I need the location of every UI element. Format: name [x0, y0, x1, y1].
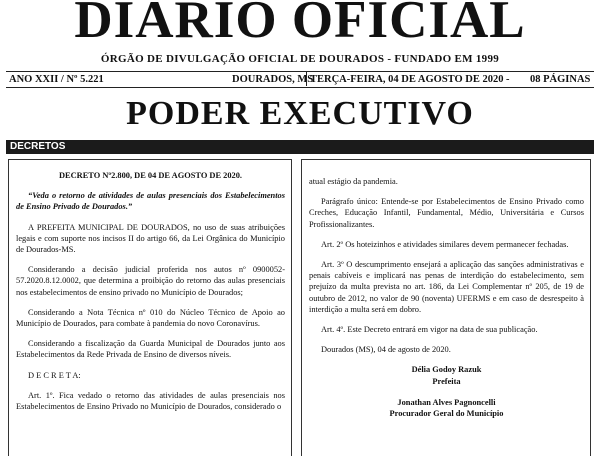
- signatory-role: Procurador Geral do Município: [389, 409, 504, 419]
- paragraph: A PREFEITA MUNICIPAL DE DOURADOS, no uso de suas atribuições legais e com suporte nos incisos II do artigo 66, da Lei Orgânica do Município de Dourados-MS.: [16, 222, 285, 255]
- article-3: Art. 3º O descumprimento ensejará a aplicação das sanções administrativas e penais cabíveis e implicará nas penas de interdição do estabelecimento, sem prejuízo da multa prevista no art. 186, da Lei Complementar nº 205, de 19 de outubro de 2012, no valor de 90 (noventa) UFERMS e em caso de desrespeito à interdição a multa será em dobro.: [309, 260, 584, 314]
- signature-block-attorney: [309, 397, 584, 419]
- city-label: DOURADOS, MS: [232, 74, 314, 85]
- decree-summary: “Veda o retorno de atividades de aulas presenciais dos Estabelecimentos de Ensino Privado de Dourados.”: [16, 191, 285, 212]
- right-column: [301, 159, 591, 456]
- paragraph: Considerando a decisão judicial proferida nos autos nº 0900052-57.2020.8.12.0002, que determina a proibição do retorno das aulas presenciais nos estabelecimentos de ensino privado no Município de Dourados;: [16, 265, 285, 297]
- paragraph: Considerando a fiscalização da Guarda Municipal de Dourados junto aos Estabelecimentos da Rede Privada de Ensino de diversos níveis.: [16, 339, 285, 360]
- signatory-role: Prefeita: [432, 376, 461, 386]
- article-1: Art. 1º. Fica vedado o retorno das atividades de aulas presenciais nos Estabelecimentos de Ensino Privado no Município de Dourados, considerado o: [16, 390, 285, 412]
- issue-date: TERÇA-FEIRA, 04 DE AGOSTO DE 2020: [310, 74, 504, 85]
- date-dash: -: [506, 74, 510, 85]
- continuation-text: atual estágio da pandemia.: [309, 177, 398, 186]
- info-divider: [306, 72, 307, 86]
- sole-paragraph: Parágrafo único: Entende-se por Estabelecimentos de Ensino Privado como Creches, Educação Infantil, Fundamental, Médio, Universitária e Cursos Profissionalizantes.: [309, 197, 584, 229]
- issue-info-bar: [6, 71, 594, 88]
- decreta-heading: D E C R E T A:: [28, 370, 81, 380]
- paragraph: Considerando a Nota Técnica nº 010 do Núcleo Técnico de Apoio ao Município de Dourados, para combate à pandemia do novo Coronavírus.: [16, 307, 285, 329]
- article-4: Art. 4º. Este Decreto entrará em vigor na data de sua publicação.: [321, 325, 538, 335]
- signatory-name: Jonathan Alves Pagnoncelli: [397, 397, 496, 407]
- newspaper-subtitle: ÓRGÃO DE DIVULGAÇÃO OFICIAL DE DOURADOS - FUNDADO EM 1999: [100, 53, 500, 65]
- masthead: [0, 0, 600, 65]
- article-2: Art. 2º Os hoteizinhos e atividades similares devem permanecer fechadas.: [321, 239, 569, 249]
- section-title: PODER EXECUTIVO: [126, 95, 474, 132]
- edition-number: ANO XXII / Nº 5.221: [9, 74, 104, 85]
- newspaper-title: DIARIO OFICIAL: [74, 0, 526, 49]
- decree-title: DECRETO Nº2.800, DE 04 DE AGOSTO DE 2020.: [58, 171, 242, 180]
- page-count: 08 PÁGINAS: [530, 74, 591, 85]
- signatory-name: Délia Godoy Razuk: [411, 365, 482, 375]
- left-column: [8, 159, 292, 456]
- signature-block-mayor: [309, 364, 584, 386]
- category-bar: DECRETOS: [6, 140, 594, 154]
- place-date: Dourados (MS), 04 de agosto de 2020.: [321, 345, 451, 355]
